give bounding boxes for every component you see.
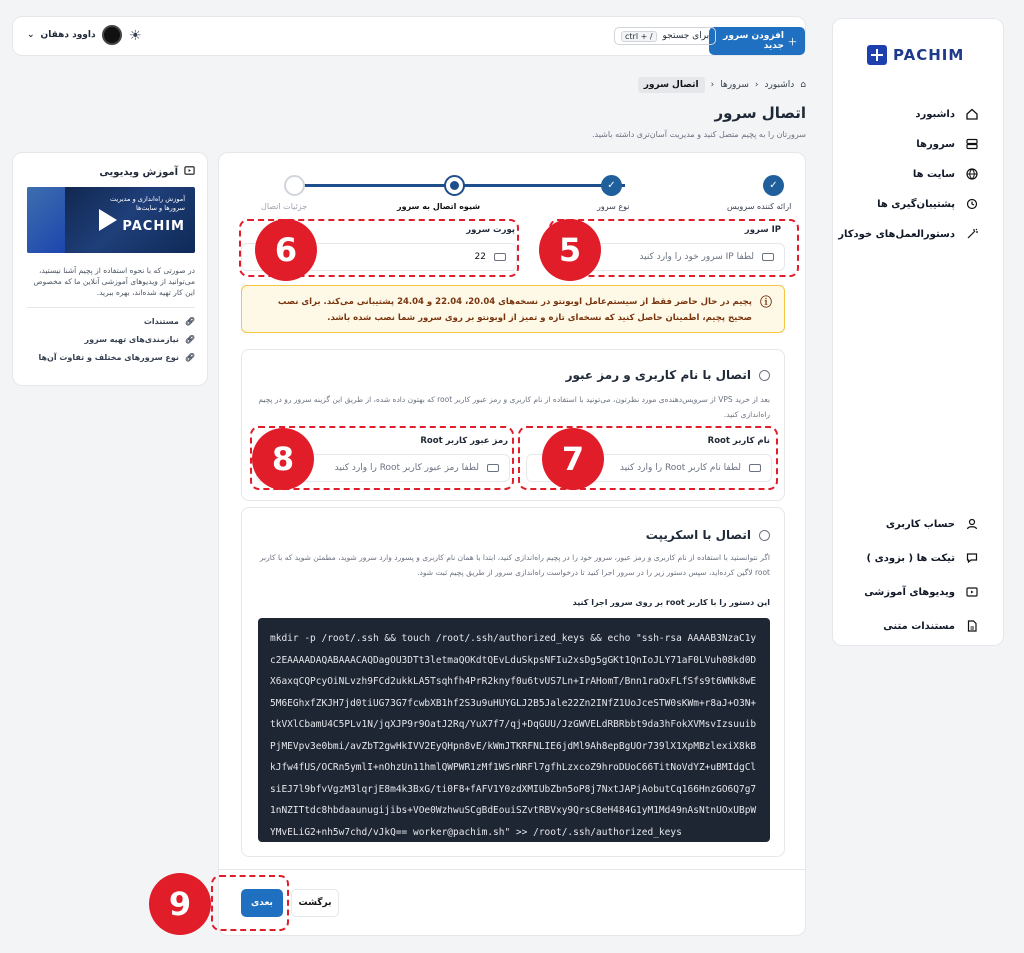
user-menu[interactable] — [27, 25, 122, 45]
password-section-description: بعد از خرید VPS از سرویس‌دهنده‌ی مورد نظرتون، می‌تونید با استفاده از نام کاربری و رمز عبور کاربر root که بهتون داده شده، از طریق این گزینه سرور رو در پچیم راه‌اندازی کنید. — [258, 395, 770, 419]
breadcrumb-item-servers[interactable]: سرورها — [720, 80, 749, 90]
video-thumbnail[interactable] — [27, 187, 195, 253]
stepper-progress-line — [455, 184, 625, 187]
thumbnail-brand: PACHIM — [122, 219, 185, 234]
breadcrumb-item-dashboard[interactable]: داشبورد — [764, 80, 795, 90]
callout-badge-6: 6 — [255, 219, 317, 281]
chevron-down-icon: ⌄ — [27, 30, 35, 40]
video-panel-header — [99, 165, 195, 179]
sidebar-item-label: حساب کاربری — [885, 518, 955, 530]
sidebar-bottom-nav — [864, 507, 979, 643]
sidebar-item-label: پشتیبان‌گیری ها — [877, 198, 955, 210]
breadcrumb — [638, 77, 806, 93]
history-icon — [965, 197, 979, 211]
brand-logo[interactable] — [867, 45, 964, 65]
video-tutorial-panel — [12, 152, 208, 386]
video-panel-links — [38, 317, 195, 362]
username-placeholder: لطفا نام کاربر Root را وارد کنید — [619, 463, 741, 473]
server-icon — [965, 137, 979, 151]
link-icon: 🔗︎ — [184, 317, 195, 326]
sidebar-item-videos[interactable] — [864, 575, 979, 609]
sidebar-item-servers[interactable] — [838, 129, 979, 159]
sidebar-item-label: تیکت ها ( بزودی ) — [866, 552, 955, 564]
chat-icon — [965, 551, 979, 565]
link-server-requirements[interactable] — [38, 335, 195, 344]
sidebar-item-label: ویدیوهای آموزشی — [864, 586, 955, 598]
callout-badge-8: 8 — [252, 428, 314, 490]
sidebar-main-nav — [838, 99, 979, 249]
callout-badge-7: 7 — [542, 428, 604, 490]
step-connection-details — [284, 175, 305, 196]
connect-server-card — [168, 152, 806, 936]
search-label: برای جستجو — [662, 31, 710, 41]
ssh-command-code[interactable]: mkdir -p /root/.ssh && touch /root/.ssh/authorized_keys && echo "ssh-rsa AAAAB3NzaC1yc2EAAAADAQABAAACAQDagOU3DTt3letmaQOKdtQEvLduSkpsNFIu2xsDg5gGKt1QnIoJLY71aF0LVuh08kd0DX6axqCQPcyOiNLvzh9FCd2ukkLA5Tsqhfh4PrR2knyf0u6tvUS7Ln+IrAHomT/Bnn1raOxFLfSfs9t6WNk8wE5M6EGhxfZKJH7jd0tiUG73G7fcwbXB1hf2S3u9uHUYGLJ2B5Jale22Zn2INfZ1UoJceSTW0sKWm+r8aJ+O3N+tkVXlCbamU4C5PLv1N/jqXJP9r9OatJ2Rq/YuX7f7/qj+DqGUU/JzGWVELdRBRbbt9da3hFokXVMsvIzsuuibPjMEVpv3e0bmi/avZbT2gwHkIVV2EyQHpn8vE/kWmJTKRFNLIE6jdMl9Ah8epBgUOr739lX1XpMBzlexiX8kBkJfw4fUS/OCRn5ymlI+nOhzUn11hmlQWPWR1zMf1WSrNRFl7gfhLzxcoZ9hroDUoC66TitNoVdYZ+uBMIdgClsiEJ7l9bfvVgzM3lqrjE8m4k3BxG/ti0F8+fAFV1Y0zdXMIUbZbn5oP8j7NxtJAPjAobutCq166HnzGO6Q7g71nNZITtdc8hbdaaunugijibs+VOe0WzhwuSCgBdEouiSZvtRBVxy9QrsC8eH484G1yM1Md49nAsNtnUOxUBpWYMvELiG2+nh5w7chd/vJkQ== worker@pachim.sh" >> /root/.ssh/authorized_keys — [258, 618, 770, 842]
step-connection-method — [444, 175, 465, 196]
alert-text: پچیم در حال حاضر فقط از سیستم‌عامل اوبونتو در نسخه‌های 20.04، 22.04 و 24.04 پشتیبانی می‌کند. برای نصب صحیح پچیم، اطمینان حاصل کنید که نسخه‌ای تازه و تمیز از اوبونتو بر روی سرور شما نصب شده باشد. — [277, 297, 752, 323]
port-label: پورت سرور — [466, 225, 515, 235]
link-label: مستندات — [143, 317, 179, 326]
step-label: نوع سرور — [597, 202, 630, 211]
sidebar-item-tickets[interactable] — [864, 541, 979, 575]
script-section-title: اتصال با اسکریپت — [645, 528, 751, 542]
divider — [219, 869, 805, 870]
port-value: 22 — [474, 252, 486, 262]
script-section-description: اگر نتوانستید با استفاده از نام کاربری و رمز عبور، سرور خود را در پچیم راه‌اندازی کنید، ابتدا با همان نام کاربری و پسورد وارد سرور شوید، مطمئن شوید که با کاربر root لاگین کرده‌اید، سپس دستور زیر را در سرور اجرا کنید تا درخواست راه‌اندازی سرور از طریق پچیم ثبت شود. — [259, 553, 770, 577]
callout-badge-5: 5 — [539, 219, 601, 281]
search-shortcut: ctrl + / — [621, 31, 657, 42]
password-connection-section — [241, 349, 785, 501]
server-icon — [494, 253, 506, 261]
link-icon: 🔗︎ — [184, 353, 195, 362]
chevron-left-icon: ‹ — [710, 80, 715, 90]
video-panel-title: آموزش ویدیویی — [99, 166, 178, 178]
play-icon[interactable] — [99, 209, 117, 231]
password-section-title: اتصال با نام کاربری و رمز عبور — [565, 368, 751, 382]
page-subtitle: سرورتان را به پچیم متصل کنید و مدیریت آسان‌تری داشته باشید. — [592, 130, 806, 139]
step-label: شیوه اتصال به سرور — [397, 202, 481, 211]
username-label: نام کاربر Root — [707, 436, 770, 446]
video-icon — [184, 165, 195, 179]
password-option[interactable] — [566, 368, 770, 382]
sidebar-item-label: سایت ها — [912, 168, 955, 180]
step-label: ارائه کننده سرویس — [727, 202, 792, 211]
password-radio[interactable] — [759, 370, 770, 381]
sidebar-item-backups[interactable] — [838, 189, 979, 219]
script-option[interactable] — [646, 528, 770, 542]
password-label: رمز عبور کاربر Root — [420, 436, 508, 446]
sidebar-item-label: سرورها — [916, 138, 955, 150]
script-connection-section — [241, 507, 785, 857]
breadcrumb-current: اتصال سرور — [638, 77, 705, 93]
pachim-logo-icon — [867, 45, 887, 65]
check-icon: ✓ — [769, 180, 778, 191]
page-title: اتصال سرور — [714, 104, 806, 122]
sidebar-item-dashboard[interactable] — [838, 99, 979, 129]
step-server-type — [601, 175, 622, 196]
sidebar-item-label: دستورالعمل‌های خودکار — [838, 228, 955, 240]
home-icon — [965, 107, 979, 121]
stepper — [261, 175, 799, 215]
server-icon — [487, 464, 499, 472]
sidebar — [832, 18, 1004, 646]
server-icon — [749, 464, 761, 472]
avatar — [102, 25, 122, 45]
user-icon — [965, 517, 979, 531]
link-label: نیازمندی‌های تهیه سرور — [84, 335, 179, 344]
next-button[interactable]: بعدی — [241, 889, 283, 917]
callout-badge-9: 9 — [149, 873, 211, 935]
back-button[interactable]: برگشت — [291, 889, 339, 917]
home-icon[interactable]: ⌂ — [800, 80, 806, 90]
user-name: داوود دهقان — [40, 30, 96, 40]
sidebar-item-label: مستندات متنی — [883, 620, 955, 632]
sidebar-item-label: داشبورد — [915, 108, 955, 120]
theme-toggle-sun-icon[interactable]: ☀ — [129, 28, 142, 44]
ubuntu-alert — [241, 285, 785, 333]
search-trigger[interactable] — [614, 27, 716, 45]
sidebar-item-sites[interactable] — [838, 159, 979, 189]
stepper-line-pending — [289, 184, 459, 187]
plus-icon: ＋ — [787, 37, 797, 48]
video-panel-description: در صورتی که با نحوه استفاده از پچیم آشنا نیستید، می‌توانید از ویدیوهای آموزشی آنلاین ما که مخصوص این کار تهیه شده‌اند، بهره ببرید. — [33, 266, 195, 297]
top-header — [12, 16, 806, 56]
video-icon — [965, 585, 979, 599]
divider — [27, 307, 195, 308]
globe-icon — [965, 167, 979, 181]
thumbnail-caption: آموزش راه‌اندازی و مدیریت سرورها و سایت‌ها — [110, 195, 185, 212]
chevron-left-icon: ‹ — [754, 80, 759, 90]
script-instruction: این دستور را با کاربر root بر روی سرور اجرا کنید — [572, 598, 770, 607]
check-icon: ✓ — [607, 180, 616, 191]
ip-placeholder: لطفا IP سرور خود را وارد کنید — [639, 252, 754, 262]
password-placeholder: لطفا رمز عبور کاربر Root را وارد کنید — [334, 463, 479, 473]
link-label: نوع سرورهای مختلف و تفاوت آن‌ها — [38, 353, 179, 362]
sidebar-item-automations[interactable] — [838, 219, 979, 249]
link-server-types[interactable] — [38, 353, 195, 362]
script-radio[interactable] — [759, 530, 770, 541]
add-server-label: افزودن سرور جدید — [723, 31, 784, 51]
server-icon — [762, 253, 774, 261]
sidebar-item-docs[interactable] — [864, 609, 979, 643]
ip-label: IP سرور — [744, 225, 781, 235]
wand-icon — [965, 227, 979, 241]
info-circle-icon: ⓘ — [759, 295, 772, 309]
brand-name: PACHIM — [893, 46, 965, 64]
sidebar-item-account[interactable] — [864, 507, 979, 541]
document-icon — [965, 619, 979, 633]
add-server-button[interactable] — [709, 27, 805, 55]
step-provider — [763, 175, 784, 196]
step-label: جزئیات اتصال — [261, 202, 308, 211]
thumbnail-decoration — [27, 187, 65, 253]
link-icon: 🔗︎ — [184, 335, 195, 344]
link-docs[interactable] — [38, 317, 195, 326]
